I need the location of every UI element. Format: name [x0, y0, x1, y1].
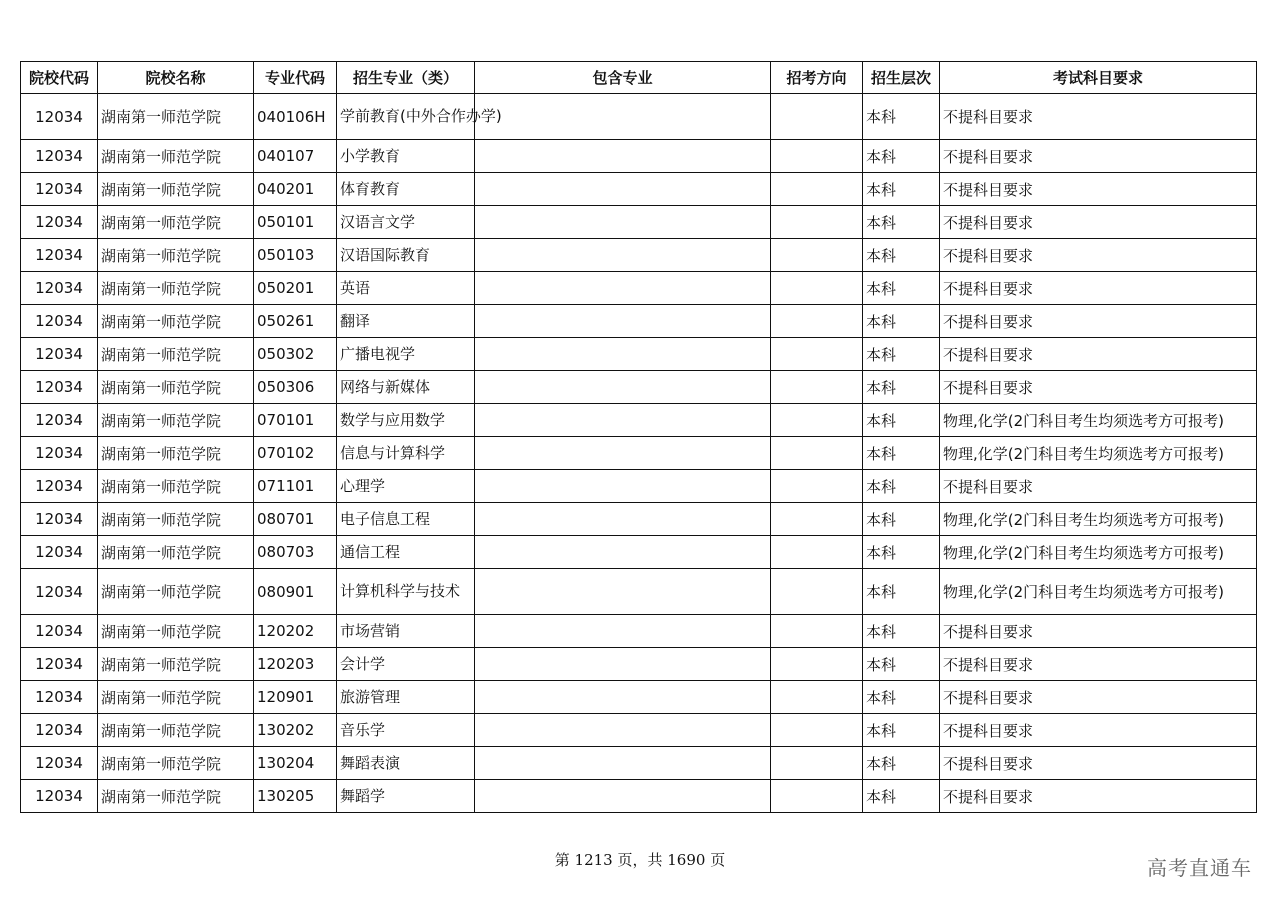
cell-major: 信息与计算科学 [337, 437, 475, 470]
table-row [21, 140, 1257, 173]
cell-requirement: 物理,化学(2门科目考生均须选考方可报考) [940, 503, 1257, 536]
cell-requirement: 不提科目要求 [940, 239, 1257, 272]
cell-requirement: 物理,化学(2门科目考生均须选考方可报考) [940, 404, 1257, 437]
header-school-code: 院校代码 [21, 62, 98, 94]
cell-school-code: 12034 [21, 681, 98, 714]
cell-direction [771, 780, 863, 813]
cell-requirement: 不提科目要求 [940, 305, 1257, 338]
cell-level: 本科 [863, 714, 940, 747]
cell-level: 本科 [863, 371, 940, 404]
cell-included-majors [475, 239, 771, 272]
cell-direction [771, 338, 863, 371]
cell-school-code: 12034 [21, 503, 98, 536]
cell-major: 电子信息工程 [337, 503, 475, 536]
cell-major-code: 120202 [254, 615, 337, 648]
header-row [21, 62, 1257, 94]
cell-major: 小学教育 [337, 140, 475, 173]
cell-major: 英语 [337, 272, 475, 305]
cell-major-code: 071101 [254, 470, 337, 503]
cell-major: 汉语国际教育 [337, 239, 475, 272]
cell-requirement: 不提科目要求 [940, 648, 1257, 681]
cell-school-code: 12034 [21, 437, 98, 470]
cell-direction [771, 272, 863, 305]
cell-major-code: 050101 [254, 206, 337, 239]
cell-major-code: 120203 [254, 648, 337, 681]
cell-included-majors [475, 714, 771, 747]
cell-school-code: 12034 [21, 239, 98, 272]
cell-school-code: 12034 [21, 140, 98, 173]
cell-major: 汉语言文学 [337, 206, 475, 239]
header-included-majors: 包含专业 [475, 62, 771, 94]
cell-requirement: 不提科目要求 [940, 681, 1257, 714]
cell-level: 本科 [863, 338, 940, 371]
cell-requirement: 物理,化学(2门科目考生均须选考方可报考) [940, 569, 1257, 615]
table-row [21, 305, 1257, 338]
cell-school-code: 12034 [21, 94, 98, 140]
cell-major-code: 130205 [254, 780, 337, 813]
table-row [21, 714, 1257, 747]
table-row [21, 437, 1257, 470]
cell-included-majors [475, 140, 771, 173]
cell-direction [771, 94, 863, 140]
cell-major: 数学与应用数学 [337, 404, 475, 437]
table-row [21, 503, 1257, 536]
table-row [21, 615, 1257, 648]
cell-school-name: 湖南第一师范学院 [98, 780, 254, 813]
cell-direction [771, 681, 863, 714]
cell-level: 本科 [863, 780, 940, 813]
cell-direction [771, 305, 863, 338]
cell-direction [771, 173, 863, 206]
cell-school-code: 12034 [21, 206, 98, 239]
cell-requirement: 不提科目要求 [940, 272, 1257, 305]
table-row [21, 371, 1257, 404]
cell-school-name: 湖南第一师范学院 [98, 648, 254, 681]
cell-school-code: 12034 [21, 780, 98, 813]
cell-major: 音乐学 [337, 714, 475, 747]
cell-major-code: 050201 [254, 272, 337, 305]
cell-level: 本科 [863, 404, 940, 437]
cell-major: 心理学 [337, 470, 475, 503]
cell-level: 本科 [863, 239, 940, 272]
table-row [21, 536, 1257, 569]
cell-requirement: 物理,化学(2门科目考生均须选考方可报考) [940, 536, 1257, 569]
cell-included-majors [475, 305, 771, 338]
table-row [21, 239, 1257, 272]
cell-requirement: 物理,化学(2门科目考生均须选考方可报考) [940, 437, 1257, 470]
cell-school-code: 12034 [21, 615, 98, 648]
cell-included-majors [475, 615, 771, 648]
cell-school-name: 湖南第一师范学院 [98, 681, 254, 714]
cell-level: 本科 [863, 140, 940, 173]
cell-school-code: 12034 [21, 569, 98, 615]
cell-included-majors [475, 503, 771, 536]
cell-major-code: 050306 [254, 371, 337, 404]
cell-included-majors [475, 681, 771, 714]
cell-school-code: 12034 [21, 173, 98, 206]
header-major: 招生专业（类） [337, 62, 475, 94]
header-direction: 招考方向 [771, 62, 863, 94]
cell-requirement: 不提科目要求 [940, 747, 1257, 780]
cell-direction [771, 140, 863, 173]
cell-included-majors [475, 648, 771, 681]
cell-school-code: 12034 [21, 470, 98, 503]
cell-included-majors [475, 569, 771, 615]
cell-major-code: 120901 [254, 681, 337, 714]
cell-requirement: 不提科目要求 [940, 371, 1257, 404]
cell-school-name: 湖南第一师范学院 [98, 173, 254, 206]
cell-direction [771, 371, 863, 404]
table-row [21, 206, 1257, 239]
cell-direction [771, 648, 863, 681]
cell-major-code: 040106H [254, 94, 337, 140]
cell-included-majors [475, 780, 771, 813]
cell-school-code: 12034 [21, 305, 98, 338]
cell-major-code: 130202 [254, 714, 337, 747]
cell-major: 旅游管理 [337, 681, 475, 714]
cell-included-majors [475, 173, 771, 206]
cell-major-code: 050103 [254, 239, 337, 272]
cell-major-code: 130204 [254, 747, 337, 780]
cell-included-majors [475, 470, 771, 503]
cell-school-name: 湖南第一师范学院 [98, 503, 254, 536]
cell-major-code: 080703 [254, 536, 337, 569]
cell-direction [771, 747, 863, 780]
cell-major: 体育教育 [337, 173, 475, 206]
cell-direction [771, 536, 863, 569]
cell-level: 本科 [863, 173, 940, 206]
cell-level: 本科 [863, 206, 940, 239]
table-row [21, 272, 1257, 305]
cell-major: 网络与新媒体 [337, 371, 475, 404]
cell-direction [771, 437, 863, 470]
cell-school-name: 湖南第一师范学院 [98, 371, 254, 404]
cell-direction [771, 206, 863, 239]
cell-school-name: 湖南第一师范学院 [98, 536, 254, 569]
cell-level: 本科 [863, 503, 940, 536]
cell-level: 本科 [863, 747, 940, 780]
header-requirement: 考试科目要求 [940, 62, 1257, 94]
cell-major-code: 080701 [254, 503, 337, 536]
page-number: 第 1213 页，共 1690 页 [554, 851, 726, 869]
cell-level: 本科 [863, 615, 940, 648]
cell-major: 舞蹈学 [337, 780, 475, 813]
cell-major: 市场营销 [337, 615, 475, 648]
cell-requirement: 不提科目要求 [940, 140, 1257, 173]
cell-school-code: 12034 [21, 338, 98, 371]
cell-level: 本科 [863, 569, 940, 615]
cell-school-name: 湖南第一师范学院 [98, 94, 254, 140]
table-row [21, 94, 1257, 140]
cell-requirement: 不提科目要求 [940, 173, 1257, 206]
cell-school-name: 湖南第一师范学院 [98, 272, 254, 305]
table-row [21, 470, 1257, 503]
cell-major-code: 050261 [254, 305, 337, 338]
cell-level: 本科 [863, 94, 940, 140]
table-row [21, 569, 1257, 615]
cell-school-code: 12034 [21, 371, 98, 404]
cell-major: 翻译 [337, 305, 475, 338]
cell-included-majors [475, 404, 771, 437]
cell-major-code: 040107 [254, 140, 337, 173]
cell-level: 本科 [863, 437, 940, 470]
cell-included-majors [475, 371, 771, 404]
cell-major-code: 040201 [254, 173, 337, 206]
cell-requirement: 不提科目要求 [940, 470, 1257, 503]
cell-direction [771, 404, 863, 437]
cell-included-majors [475, 94, 771, 140]
cell-school-code: 12034 [21, 747, 98, 780]
cell-requirement: 不提科目要求 [940, 338, 1257, 371]
cell-level: 本科 [863, 305, 940, 338]
cell-school-name: 湖南第一师范学院 [98, 714, 254, 747]
cell-included-majors [475, 437, 771, 470]
table-row [21, 338, 1257, 371]
cell-level: 本科 [863, 648, 940, 681]
cell-school-name: 湖南第一师范学院 [98, 239, 254, 272]
cell-direction [771, 503, 863, 536]
cell-school-name: 湖南第一师范学院 [98, 404, 254, 437]
cell-included-majors [475, 272, 771, 305]
cell-major: 通信工程 [337, 536, 475, 569]
cell-requirement: 不提科目要求 [940, 206, 1257, 239]
cell-major: 会计学 [337, 648, 475, 681]
cell-school-name: 湖南第一师范学院 [98, 206, 254, 239]
cell-requirement: 不提科目要求 [940, 714, 1257, 747]
cell-requirement: 不提科目要求 [940, 780, 1257, 813]
cell-direction [771, 615, 863, 648]
cell-direction [771, 470, 863, 503]
cell-direction [771, 714, 863, 747]
cell-level: 本科 [863, 536, 940, 569]
cell-school-code: 12034 [21, 404, 98, 437]
cell-school-name: 湖南第一师范学院 [98, 338, 254, 371]
cell-school-name: 湖南第一师范学院 [98, 615, 254, 648]
cell-direction [771, 239, 863, 272]
table-row [21, 404, 1257, 437]
cell-direction [771, 569, 863, 615]
cell-level: 本科 [863, 470, 940, 503]
cell-major: 舞蹈表演 [337, 747, 475, 780]
table-row [21, 681, 1257, 714]
cell-requirement: 不提科目要求 [940, 615, 1257, 648]
admission-table [20, 61, 1257, 813]
cell-major-code: 080901 [254, 569, 337, 615]
cell-requirement: 不提科目要求 [940, 94, 1257, 140]
header-school-name: 院校名称 [98, 62, 254, 94]
cell-school-name: 湖南第一师范学院 [98, 305, 254, 338]
cell-school-name: 湖南第一师范学院 [98, 569, 254, 615]
cell-school-code: 12034 [21, 272, 98, 305]
cell-level: 本科 [863, 681, 940, 714]
table-row [21, 780, 1257, 813]
table-row [21, 173, 1257, 206]
cell-major: 计算机科学与技术 [337, 569, 475, 615]
table-row [21, 747, 1257, 780]
cell-school-code: 12034 [21, 714, 98, 747]
cell-major: 广播电视学 [337, 338, 475, 371]
cell-school-name: 湖南第一师范学院 [98, 470, 254, 503]
table-row [21, 648, 1257, 681]
cell-major-code: 070101 [254, 404, 337, 437]
cell-included-majors [475, 536, 771, 569]
cell-major-code: 070102 [254, 437, 337, 470]
cell-included-majors [475, 206, 771, 239]
cell-included-majors [475, 338, 771, 371]
cell-major: 学前教育(中外合作办学) [337, 94, 475, 140]
watermark: 高考直通车 [1147, 856, 1252, 880]
header-major-code: 专业代码 [254, 62, 337, 94]
cell-school-name: 湖南第一师范学院 [98, 747, 254, 780]
cell-school-code: 12034 [21, 536, 98, 569]
cell-school-name: 湖南第一师范学院 [98, 140, 254, 173]
cell-major-code: 050302 [254, 338, 337, 371]
cell-school-name: 湖南第一师范学院 [98, 437, 254, 470]
cell-included-majors [475, 747, 771, 780]
header-level: 招生层次 [863, 62, 940, 94]
cell-school-code: 12034 [21, 648, 98, 681]
cell-level: 本科 [863, 272, 940, 305]
